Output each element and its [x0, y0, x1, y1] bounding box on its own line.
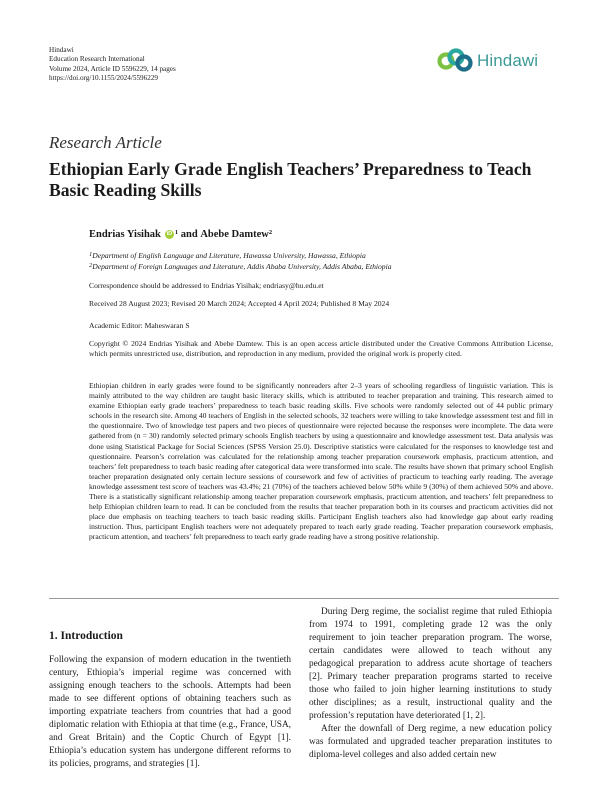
academic-editor: Academic Editor: Maheswaran S	[89, 321, 190, 330]
article-type: Research Article	[49, 133, 162, 152]
logo-text: Hindawi	[477, 51, 539, 70]
affiliation-2-num: 2	[89, 261, 93, 269]
article-title: Ethiopian Early Grade English Teachers’ Preparedness to Teach Basic Reading Skills	[49, 159, 532, 200]
publication-dates: Received 28 August 2023; Revised 20 March 2024; Accepted 4 April 2024; Published 8 May 2024	[89, 299, 390, 308]
hindawi-logo[interactable]	[436, 46, 556, 76]
section-divider	[49, 598, 559, 599]
intro-paragraph-2: During Derg regime, the socialist regime that ruled Ethiopia from 1974 to 1991, completing grade 12 was the only requirement to join teacher preparation program. The worse, certain candidates were allowed to teach without any pedagogical preparation to address acute shortage of teachers [2]. Primary teacher preparation programs started to receive those who failed to join higher learning institutions to study other disciplines; as a result, instructional quality and the profession’s reputation have deteriorated [1, 2].	[309, 607, 552, 721]
body-column-left	[49, 654, 291, 771]
affiliation-1	[89, 251, 392, 262]
volume-info: Volume 2024, Article ID 5596229, 14 pages	[49, 64, 176, 73]
journal-name: Education Research International	[49, 55, 145, 64]
affiliations	[89, 251, 392, 272]
author-1-affil-ref: 1	[174, 229, 179, 236]
publisher-name: Hindawi	[49, 46, 74, 54]
journal-meta	[49, 46, 176, 84]
doi-link[interactable]: https://doi.org/10.1155/2024/5596229	[49, 74, 159, 83]
author-list	[89, 229, 272, 240]
affiliation-2-text: Department of Foreign Languages and Literature, Addis Ababa University, Addis Ababa, Ethiopia	[92, 261, 392, 271]
orcid-icon[interactable]: iD	[166, 231, 173, 237]
author-1[interactable]: Endrias Yisihak	[89, 229, 161, 240]
author-separator: and	[178, 229, 201, 240]
affiliation-1-text: Department of English Language and Literature, Hawassa University, Hawassa, Ethiopia	[92, 251, 366, 260]
section-heading-introduction: 1. Introduction	[49, 630, 123, 642]
correspondence: Correspondence should be addressed to Endrias Yisihak; endriasy@hu.edu.et	[89, 281, 324, 290]
author-2-affil-ref: 2	[268, 229, 273, 236]
affiliation-2	[89, 262, 392, 273]
copyright-notice: Copyright © 2024 Endrias Yisihak and Abebe Damtew. This is an open access article distributed under the Creative Commons Attribution License, which permits unrestricted use, distribution, and reproduction in any medium, provided the original work is properly cited.	[89, 339, 553, 359]
author-2[interactable]: Abebe Damtew	[200, 229, 269, 240]
hindawi-logo-icon	[436, 46, 474, 76]
intro-paragraph-3: After the downfall of Derg regime, a new education policy was formulated and upgraded teacher preparation institutes to diploma-level colleges and also added certain new	[309, 724, 552, 760]
affiliation-1-num: 1	[89, 251, 93, 258]
body-column-right	[309, 606, 552, 762]
abstract: Ethiopian children in early grades were found to be significantly nonreaders after 2–3 years of schooling regardless of linguistic variation. This is mainly attributed to the way children are taught basic literacy skills, which is attributed to teacher preparation and training. This research aimed to examine Ethiopian early grade teachers’ preparedness to teach basic reading skills. Five schools were randomly selected out of 44 public primary schools in the research site. Among 40 teachers of English in the selected schools, 32 teachers were willing to take knowledge assessment test and fill in the questionnaire. Two of knowledge test papers and two pieces of questionnaire were rejected because the responses were incomplete. The data were gathered from (n = 30) randomly selected primary schools English teachers by using a questionnaire and knowledge assessment test. Data analysis was done using Statistical Package for Social Sciences (SPSS Version 25.0). Descriptive statistics were calculated for the responses to knowledge test and questionnaire. Pearson’s correlation was calculated for the relationship among teacher preparation coursework emphasis, practicum attention, and teachers’ felt preparedness to teach basic reading after categorical data were transformed into scale. The results have shown that primary school English teacher preparation designated only certain lecture sessions of coursework and few of activities of practicum to teaching early reading. The average knowledge assessment test score of teachers was 43.4%; 21 (70%) of the teachers achieved below 50% while 9 (30%) of them achieved 50% and above. There is a statistically significant relationship among teacher preparation coursework emphasis, practicum attention, and teachers’ felt preparedness to help Ethiopian children learn to read. It can be concluded from the results that teacher preparation both in its courses and practicum activities did not place due emphasis on teaching teachers to teach basic reading skills. Participant English teachers also had knowledge gap about early reading instruction. Thus, participant English teachers were not adequately prepared to teach early grade reading. Teacher preparation coursework emphasis, practicum attention, and teachers’ felt preparedness to teach early grade reading have a strong positive relationship.	[89, 381, 553, 542]
intro-paragraph-1: Following the expansion of modern education in the twentieth century, Ethiopia’s imperial regime was concerned with assigning enough teachers to the schools. Attempts had been made to see different options of obtaining teachers such as importing expatriate teachers from countries that had a good diplomatic relation with Ethiopia at that time (e.g., France, USA, and Great Britain) and the Coptic Church of Egypt [1]. Ethiopia’s education system has undergone different reforms to its policies, programs, and strategies [1].	[49, 655, 291, 769]
